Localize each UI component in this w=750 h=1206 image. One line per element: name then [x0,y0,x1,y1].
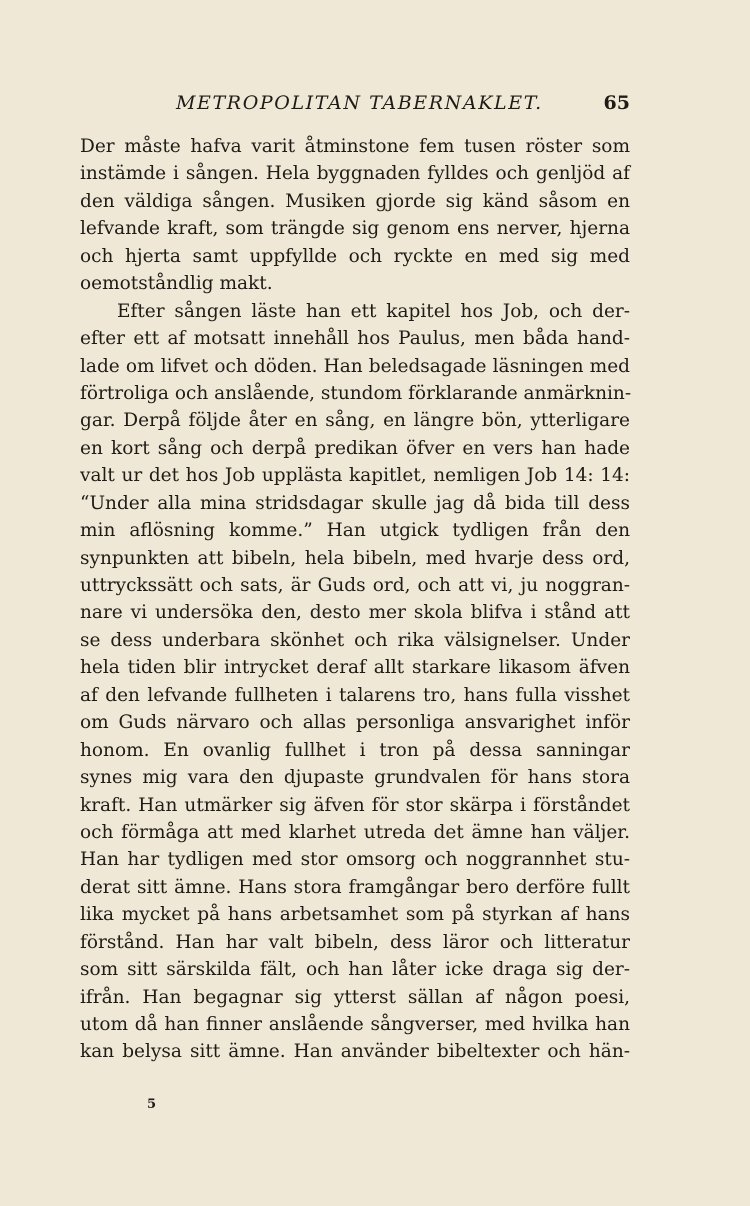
page-number: 65 [603,92,630,114]
text-line: Efter sången läste han ett kapitel hos Job, och der- [117,300,630,322]
page-header [80,92,630,122]
text-line: min aflösning komme.” Han utgick tydligen från den [80,520,630,542]
text-line: kan belysa sitt ämne. Han använder bibeltexter och hän- [80,1041,630,1063]
text-line: gar. Derpå följde åter en sång, en längre bön, ytterligare [80,410,630,432]
text-line: Der måste hafva varit åtminstone fem tusen röster som [80,136,630,157]
text-line: se dess underbara skönhet och rika välsignelser. Under [80,629,630,651]
text-line: uttryckssätt och sats, är Guds ord, och att vi, ju noggran- [80,575,630,596]
text-line: lika mycket på hans arbetsamhet som på styrkan af hans [80,904,630,926]
text-line: oemotståndlig makt. [80,273,273,295]
text-line: och förmåga att med klarhet utreda det ämne han väljer. [80,821,630,843]
text-line: som sitt särskilda fält, och han låter icke draga sig der- [80,959,630,981]
text-line: utom då han finner anslående sångverser, med hvilka han [80,1014,630,1035]
text-line: och hjerta samt uppfyllde och ryckte en med sig med [80,245,630,267]
text-line: kraft. Han utmärker sig äfven för stor skärpa i förståndet [80,794,630,816]
text-line: Han har tydligen med stor omsorg och noggrannhet stu- [80,849,630,871]
text-line: honom. En ovanlig fullhet i tron på dessa sanningar [80,739,630,761]
text-line: den väldiga sången. Musiken gjorde sig känd såsom en [80,190,630,212]
running-head: METROPOLITAN TABERNAKLET. [176,92,543,114]
text-line: lefvande kraft, som trängde sig genom ens nerver, hjerna [80,218,630,240]
body-text [80,133,630,1066]
text-line: instämde i sången. Hela byggnaden fylldes och genljöd af [80,163,630,185]
text-line: nare vi undersöka den, desto mer skola blifva i stånd att [80,602,630,624]
text-line: förstånd. Han har valt bibeln, dess läror och litteratur [80,931,630,953]
text-line: af den lefvande fullheten i talarens tro, hans fulla visshet [80,684,630,706]
text-line: hela tiden blir intrycket deraf allt starkare likasom äfven [80,657,630,679]
text-line: derat sitt ämne. Hans stora framgångar bero derföre fullt [80,876,630,898]
text-line: lade om lifvet och döden. Han beledsagade läsningen med [80,355,630,377]
text-line: om Guds närvaro och allas personliga ansvarighet inför [80,712,630,734]
text-line: ifrån. Han begagnar sig ytterst sällan af någon poesi, [80,986,630,1008]
signature-mark: 5 [147,1097,157,1112]
text-line: efter ett af motsatt innehåll hos Paulus, men båda hand- [80,328,630,350]
text-line: synpunkten att bibeln, hela bibeln, med hvarje dess ord, [80,547,630,569]
text-line: en kort sång och derpå predikan öfver en vers han hade [80,437,630,459]
text-line: förtroliga och anslående, stundom förklarande anmärknin- [80,382,632,404]
text-line: synes mig vara den djupaste grundvalen för hans stora [80,767,630,789]
text-line: valt ur det hos Job upplästa kapitlet, nemligen Job 14: 14: [80,465,630,487]
text-line: “Under alla mina stridsdagar skulle jag då bida till dess [80,492,630,514]
